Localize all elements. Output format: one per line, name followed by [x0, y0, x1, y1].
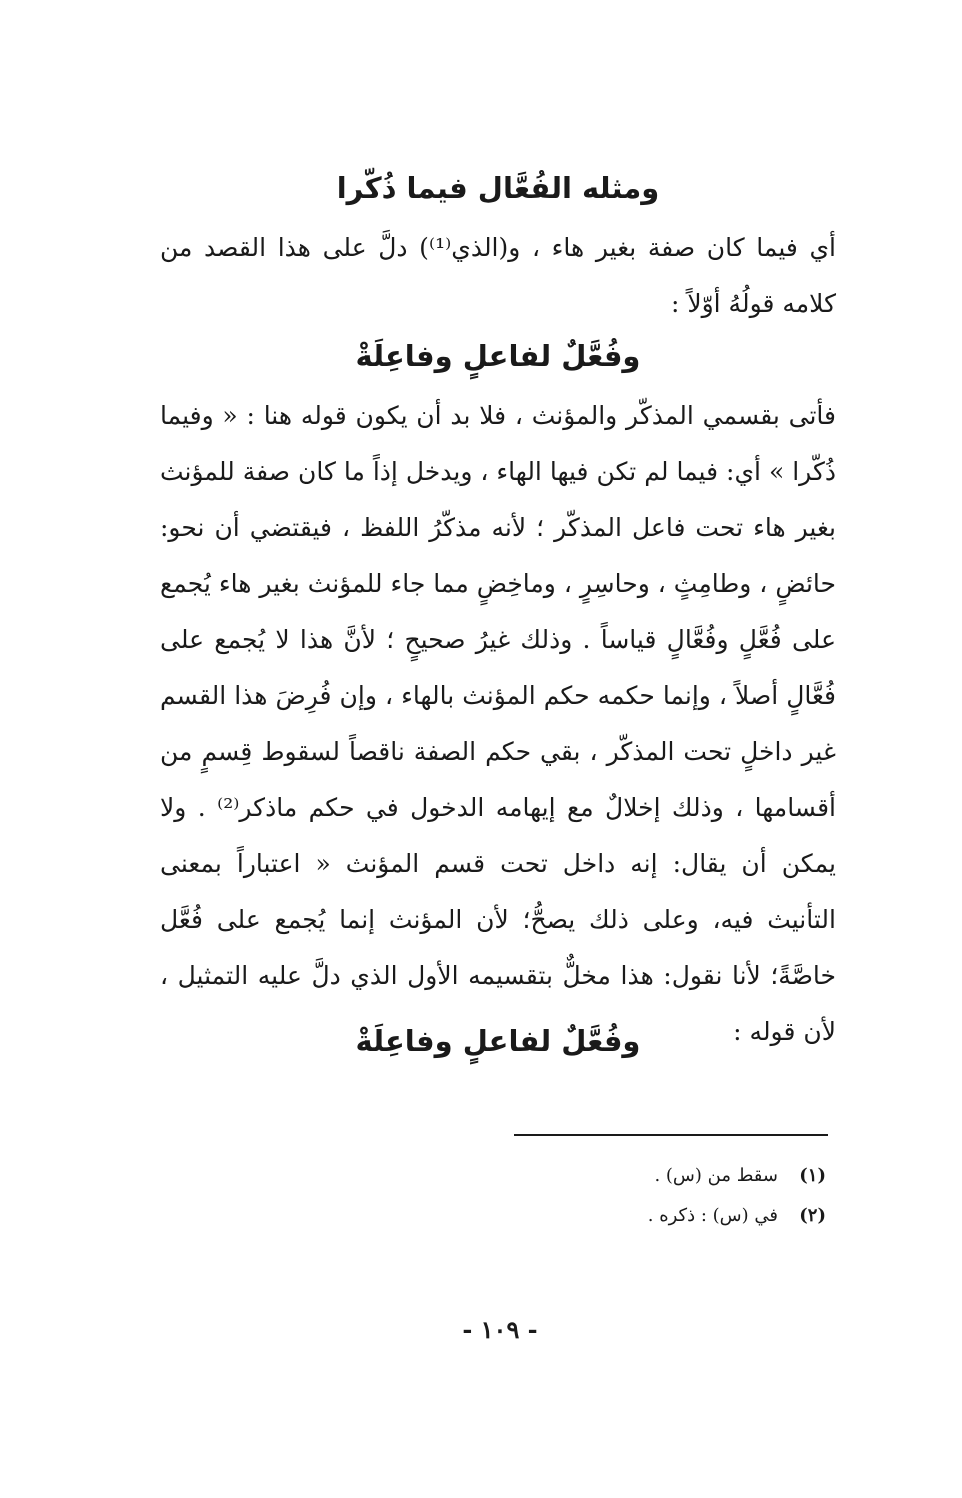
body-paragraph: فأتى بقسمي المذكّر والمؤنث ، فلا بد أن يكون قوله هنا : « وفيما ذُكّرا » أي: فيما لم تكن فيها الهاء ، ويدخل إذاً ما كان صفة للمؤنث بغير هاء تحت فاعل المذكّر ؛ لأنه مذكّرُ اللفظ ، فيقتضي أن نحو: حائضٍ ، وطامِثٍ ، وحاسِرٍ ، وماخِضٍ مما جاء للمؤنث بغير هاء يُجمع على فُعَّلٍ وفُعَّالٍ قياساً . وذلك غيرُ صحيحٍ ؛ لأنَّ هذا لا يُجمع على فُعَّالٍ أصلاً ، وإنما حكمه حكم المؤنث بالهاء ، وإن فُرِضَ هذا القسم غير داخلٍ تحت المذكّر ، بقي حكم الصفة ناقصاً لسقوط قِسمٍ من أقسامها ، وذلك إخلالٌ مع إيهامه الدخول في حكم ماذكر⁽²⁾ . ولا يمكن أن يقال: إنه داخل تحت قسم المؤنث « اعتباراً بمعنى التأنيث فيه، وعلى ذلك يصحُّ؛ لأن المؤنث إنما يُجمع على فُعَّل خاصَّةً؛ لأنا نقول: هذا مخلٌّ بتقسيمه الأول الذي دلَّ عليه التمثيل ، لأن قوله :: [160, 401, 837, 1046]
footnote-divider: [514, 1134, 828, 1136]
body-paragraph: أي فيما كان صفة بغير هاء ، و(الذي⁽¹⁾) دلَّ على هذا القصد من كلامه قولُهُ أوّلاً :: [160, 233, 836, 318]
footnote-item: [480, 1156, 826, 1196]
verse-heading: وفُعَّلٌ لفاعلٍ وفاعِلَةْ: [355, 1024, 641, 1058]
footnote-number: (٢): [799, 1205, 826, 1226]
footnote-text: في (س) : ذكره .: [647, 1205, 778, 1226]
verse-heading: ومثله الفُعَّال فيما ذُكّرا: [336, 171, 660, 205]
footnote-text: سقط من (س) .: [654, 1165, 778, 1186]
page-number: - ١٠٩ -: [462, 1315, 538, 1344]
footnote-number: (١): [799, 1165, 826, 1186]
verse-heading: وفُعَّلٌ لفاعلٍ وفاعِلَةْ: [355, 339, 641, 373]
footnotes: [480, 1156, 826, 1236]
footnote-item: [480, 1196, 826, 1236]
